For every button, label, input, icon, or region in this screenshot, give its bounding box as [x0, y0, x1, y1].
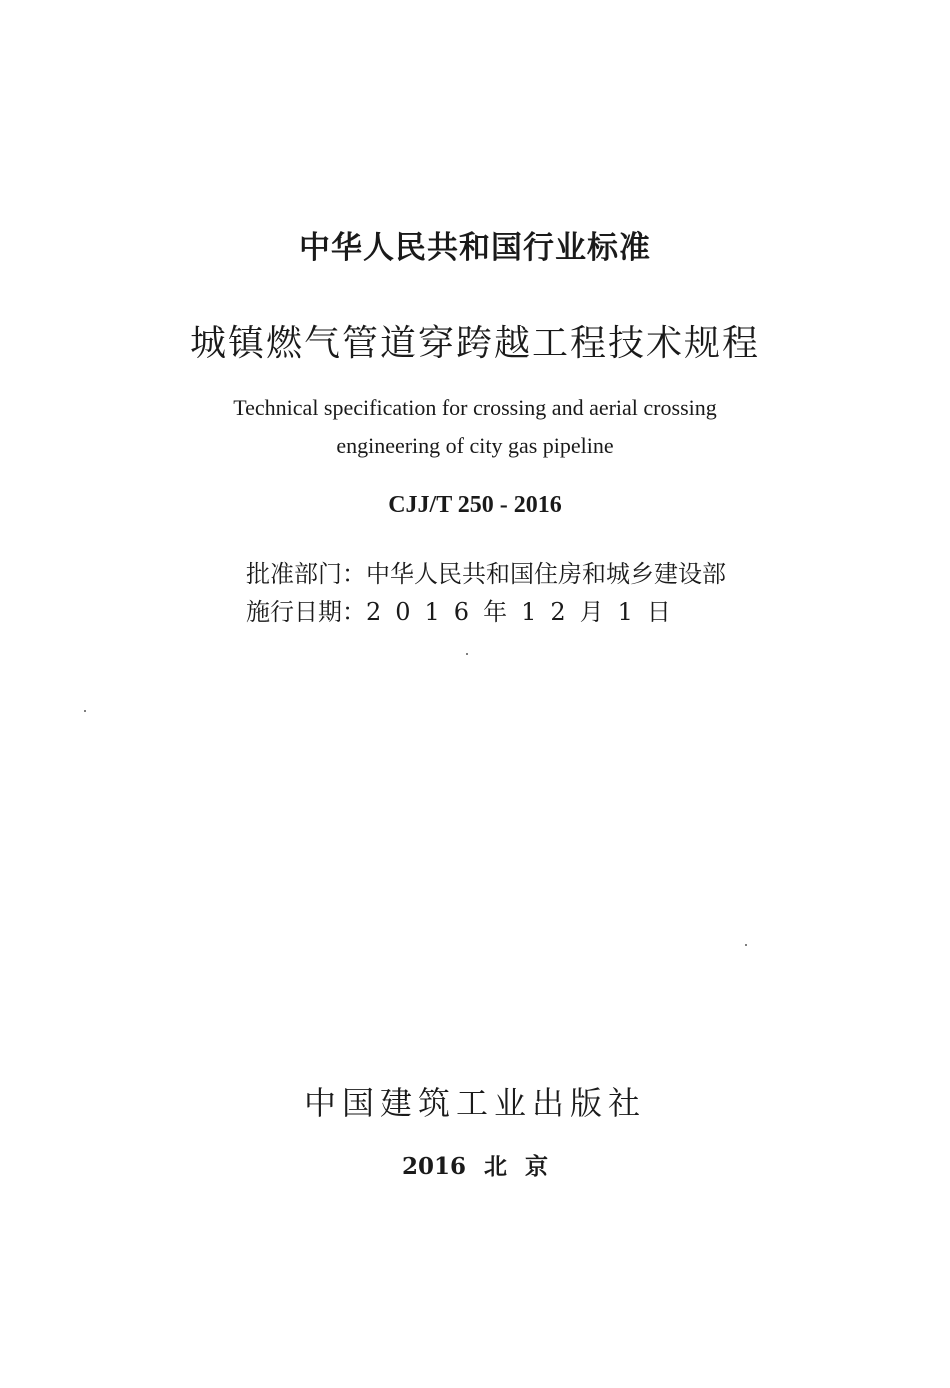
chinese-title: 城镇燃气管道穿跨越工程技术规程 [189, 323, 760, 364]
publisher-name: 中国建筑工业出版社 [303, 1084, 646, 1122]
approval-department-row [246, 555, 726, 593]
effective-date-label: 施行日期： [246, 598, 366, 626]
scan-speck [84, 710, 86, 712]
scan-speck [466, 653, 468, 655]
approval-department-label: 批准部门： [246, 560, 366, 588]
standard-code: CJJ/T 250 - 2016 [388, 492, 562, 518]
approval-info [246, 555, 726, 631]
publication-place: 2016 北 京 [401, 1153, 549, 1180]
standard-category: 中华人民共和国行业标准 [299, 230, 651, 266]
approval-department-value: 中华人民共和国住房和城乡建设部 [366, 560, 726, 588]
effective-date-value: 2016年12月1日 [366, 598, 685, 626]
english-title-line-1: Technical specification for crossing and aerial crossing [233, 395, 717, 420]
scan-speck [745, 944, 747, 946]
effective-date-row [246, 593, 726, 631]
english-title-line-2: engineering of city gas pipeline [336, 433, 614, 458]
